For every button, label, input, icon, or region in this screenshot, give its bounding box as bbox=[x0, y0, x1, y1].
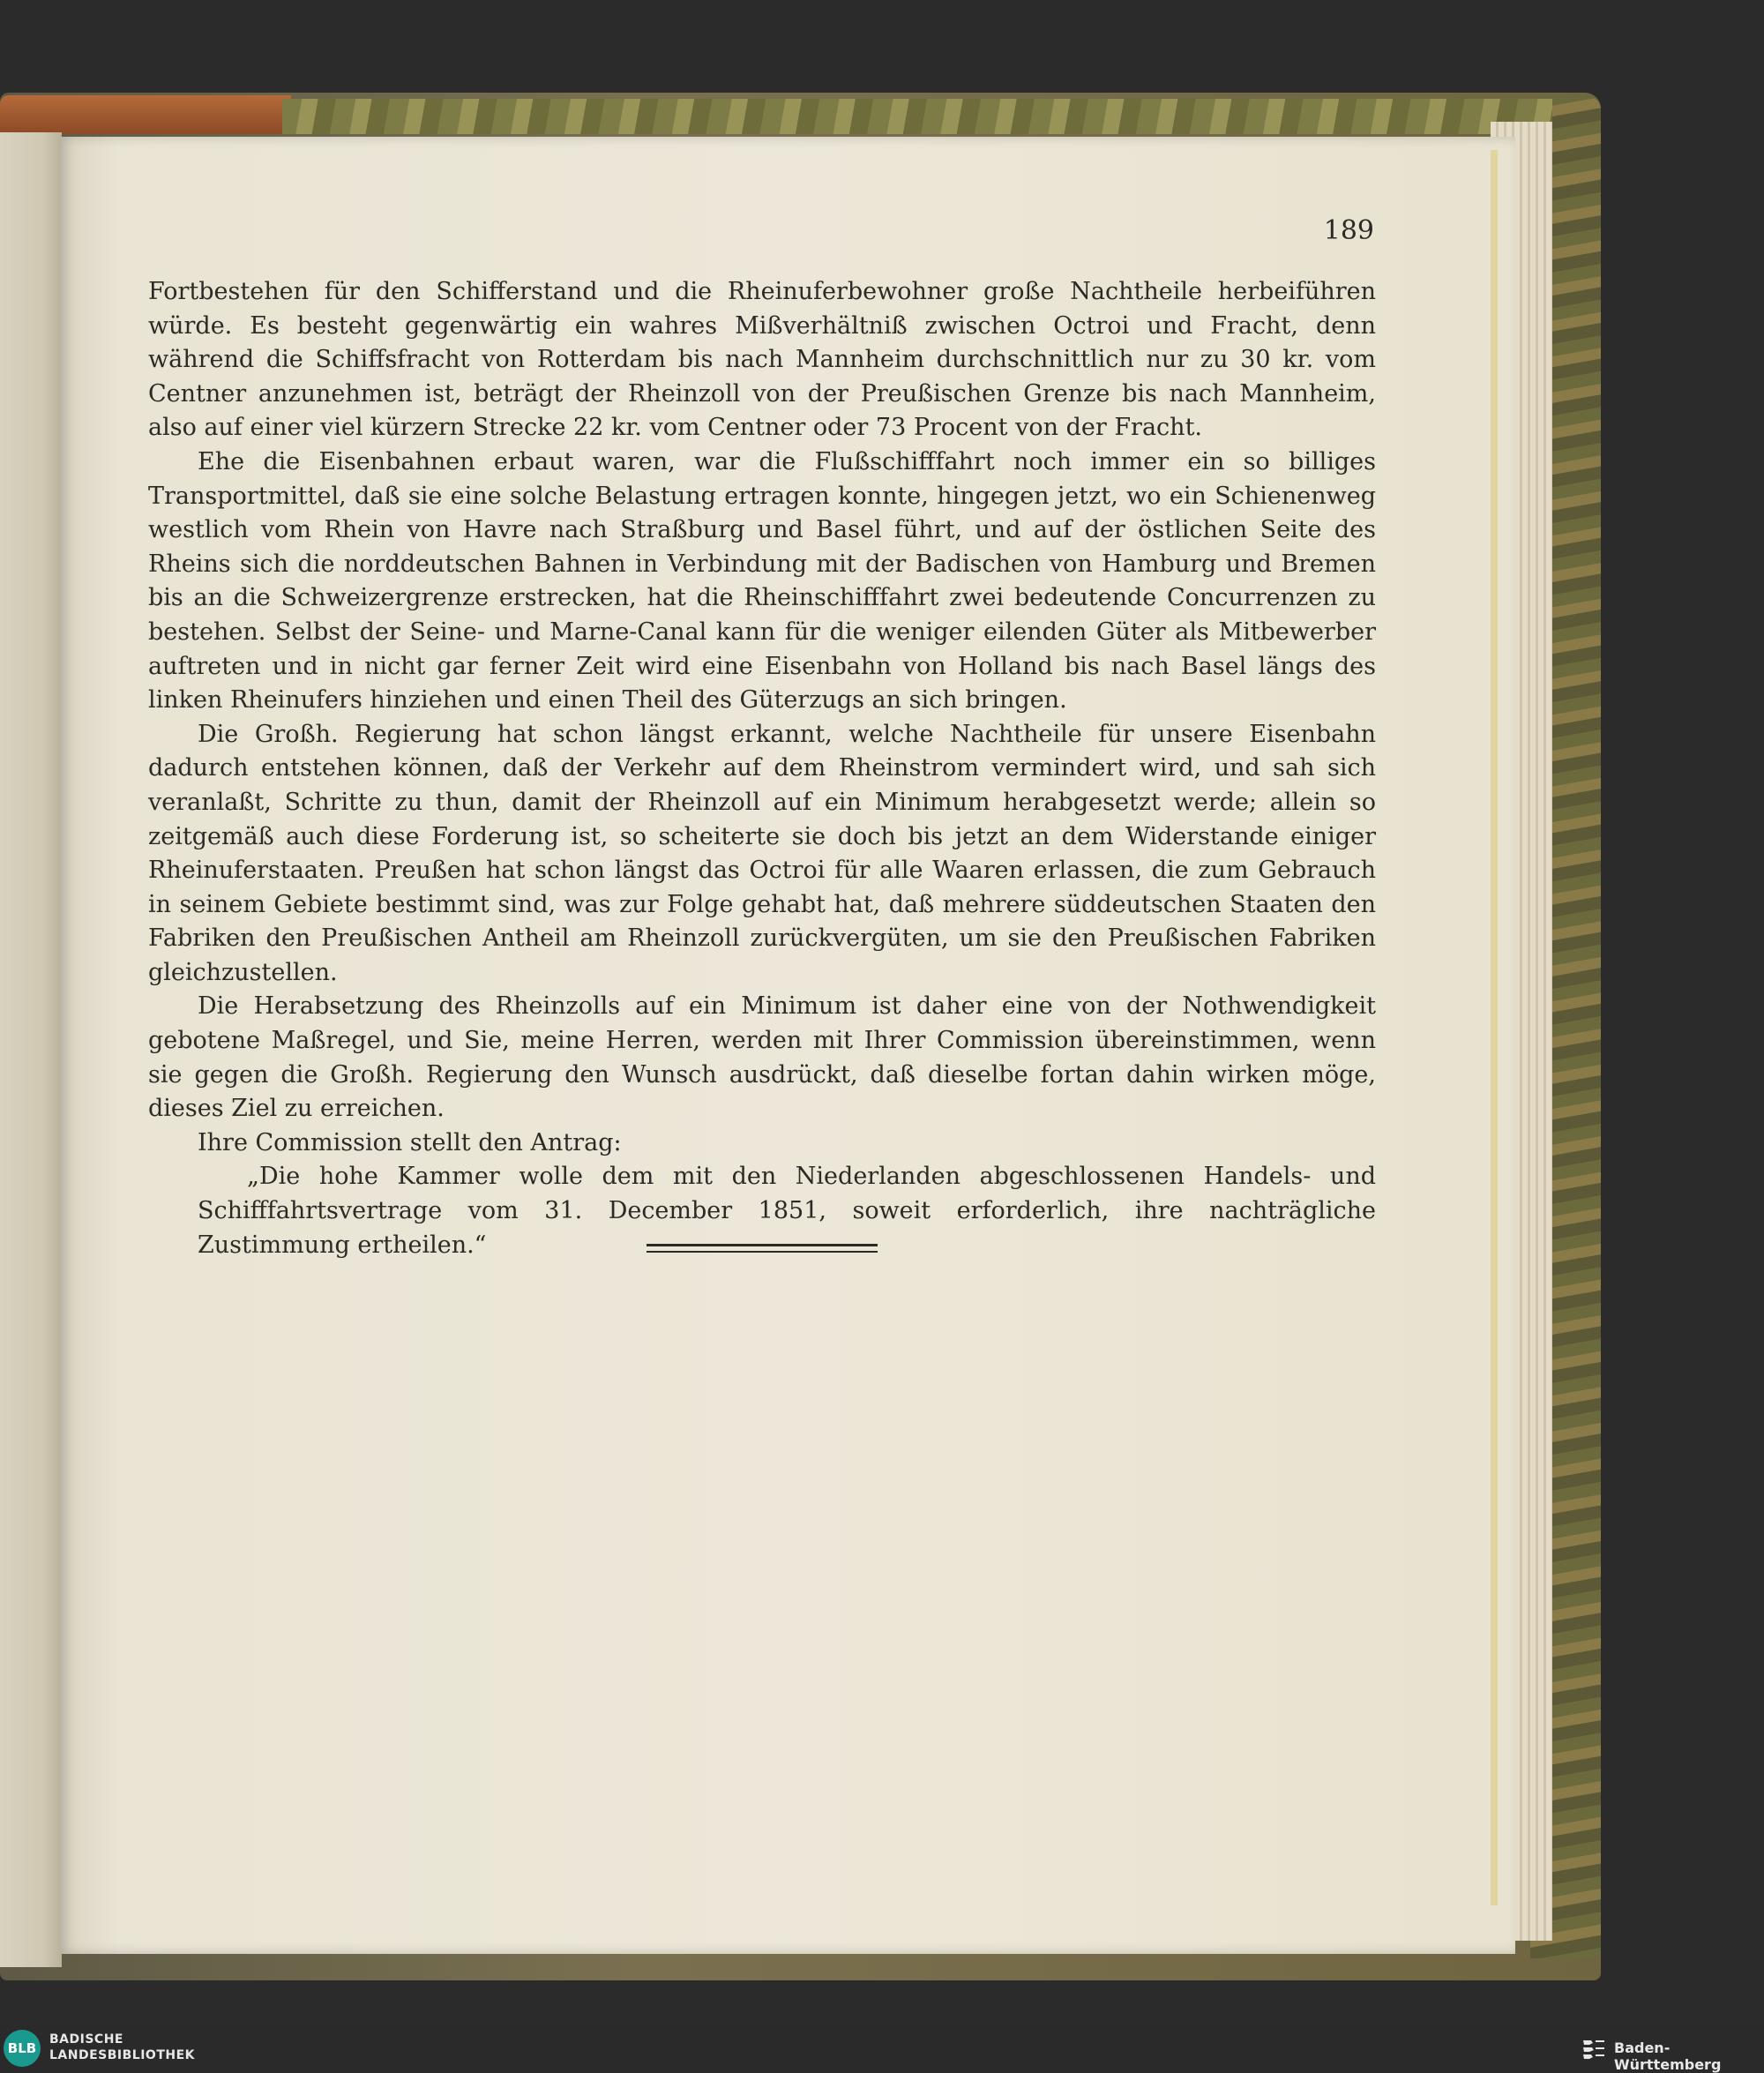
end-rule bbox=[647, 1244, 878, 1253]
paragraph-4: Die Herabsetzung des Rheinzolls auf ein Minimum ist daher eine von der Nothwendigkeit gebotene Maßregel, und Sie, meine Herren, werden mit Ihrer Commission übereinstimmen, wenn sie gegen die Großh. Regierung den Wunsch ausdrückt, daß dieselbe fortan dahin wirken möge, dieses Ziel zu erreichen. bbox=[148, 992, 1376, 1123]
paragraph-3: Die Großh. Regierung hat schon längst erkannt, welche Nachtheile für unsere Eisenbahn dadurch entstehen können, daß der Verkehr auf dem Rheinstrom vermindert wird, und sah sich veranlaßt, Schritte zu thun, damit der Rheinzoll auf ein Minimum herabgesetzt werde; allein so zeitgemäß auch diese Forderung ist, so scheiterte sie doch bis jetzt an dem Widerstande einiger Rheinuferstaaten. Preußen hat schon längst das Octroi für alle Waaren erlassen, die zum Gebrauch in seinem Gebiete bestimmt sind, was zur Folge gehabt hat, daß mehrere süddeutschen Staaten den Fabriken den Preußischen Antheil am Rheinzoll zurückvergüten, um sie den Preußischen Fabriken gleichzustellen. bbox=[148, 720, 1376, 986]
motion-quote: „Die hohe Kammer wolle dem mit den Niederlanden abgeschlossenen Handels- und Schifffahrtsvertrage vom 31. December 1851, soweit erforderlich, ihre nachträgliche Zustimmung ertheilen.“ bbox=[198, 1163, 1376, 1259]
cover-marbled-top bbox=[282, 99, 1552, 134]
viewer-footer bbox=[0, 2026, 1764, 2073]
library-name[interactable] bbox=[49, 2032, 195, 2063]
facing-page-edge bbox=[0, 132, 62, 1967]
baden-wuerttemberg-lions-icon bbox=[1581, 2035, 1607, 2062]
state-name[interactable]: Baden-Württemberg bbox=[1614, 2039, 1722, 2073]
paragraph-2: Ehe die Eisenbahnen erbaut waren, war die Flußschifffahrt noch immer ein so billiges Transportmittel, daß sie eine solche Belastung ertragen konnte, hingegen jetzt, wo ein Schienenweg westlich vom Rhein von Havre nach Straßburg und Basel führt, und auf der östlichen Seite des Rheins sich die norddeutschen Bahnen in Verbindung mit der Badischen von Hamburg und Bremen bis an die Schweizergrenze erstrecken, hat die Rheinschifffahrt zwei bedeutende Concurrenzen zu bestehen. Selbst der Seine- und Marne-Canal kann für die weniger eilenden Güter als Mitbewerber auftreten und in nicht gar ferner Zeit wird eine Eisenbahn von Holland bis nach Basel längs des linken Rheinufers hinziehen und einen Theil des Güterzugs an sich bringen. bbox=[148, 447, 1376, 715]
blb-logo-icon[interactable]: BLB bbox=[4, 2030, 41, 2067]
library-name-line1: BADISCHE bbox=[49, 2032, 123, 2047]
page-gilt-edge bbox=[1491, 150, 1498, 1905]
library-name-line2: LANDESBIBLIOTHEK bbox=[49, 2048, 196, 2062]
paragraph-5: Ihre Commission stellt den Antrag: bbox=[198, 1128, 622, 1156]
leather-spine bbox=[0, 95, 291, 134]
page-text bbox=[148, 275, 1376, 1262]
page-number: 189 bbox=[1323, 215, 1374, 246]
paragraph-1: Fortbestehen für den Schifferstand und die Rheinuferbewohner große Nachtheile herbeiführen würde. Es besteht gegenwärtig ein wahres Mißverhältniß zwischen Octroi und Fracht, denn während die Schiffsfracht von Rotterdam bis nach Mannheim durchschnittlich nur zu 30 kr. vom Centner anzunehmen ist, beträgt der Rheinzoll von der Preußischen Grenze bis nach Mannheim, also auf einer viel kürzern Strecke 22 kr. vom Centner oder 73 Procent von der Fracht. bbox=[148, 278, 1376, 442]
